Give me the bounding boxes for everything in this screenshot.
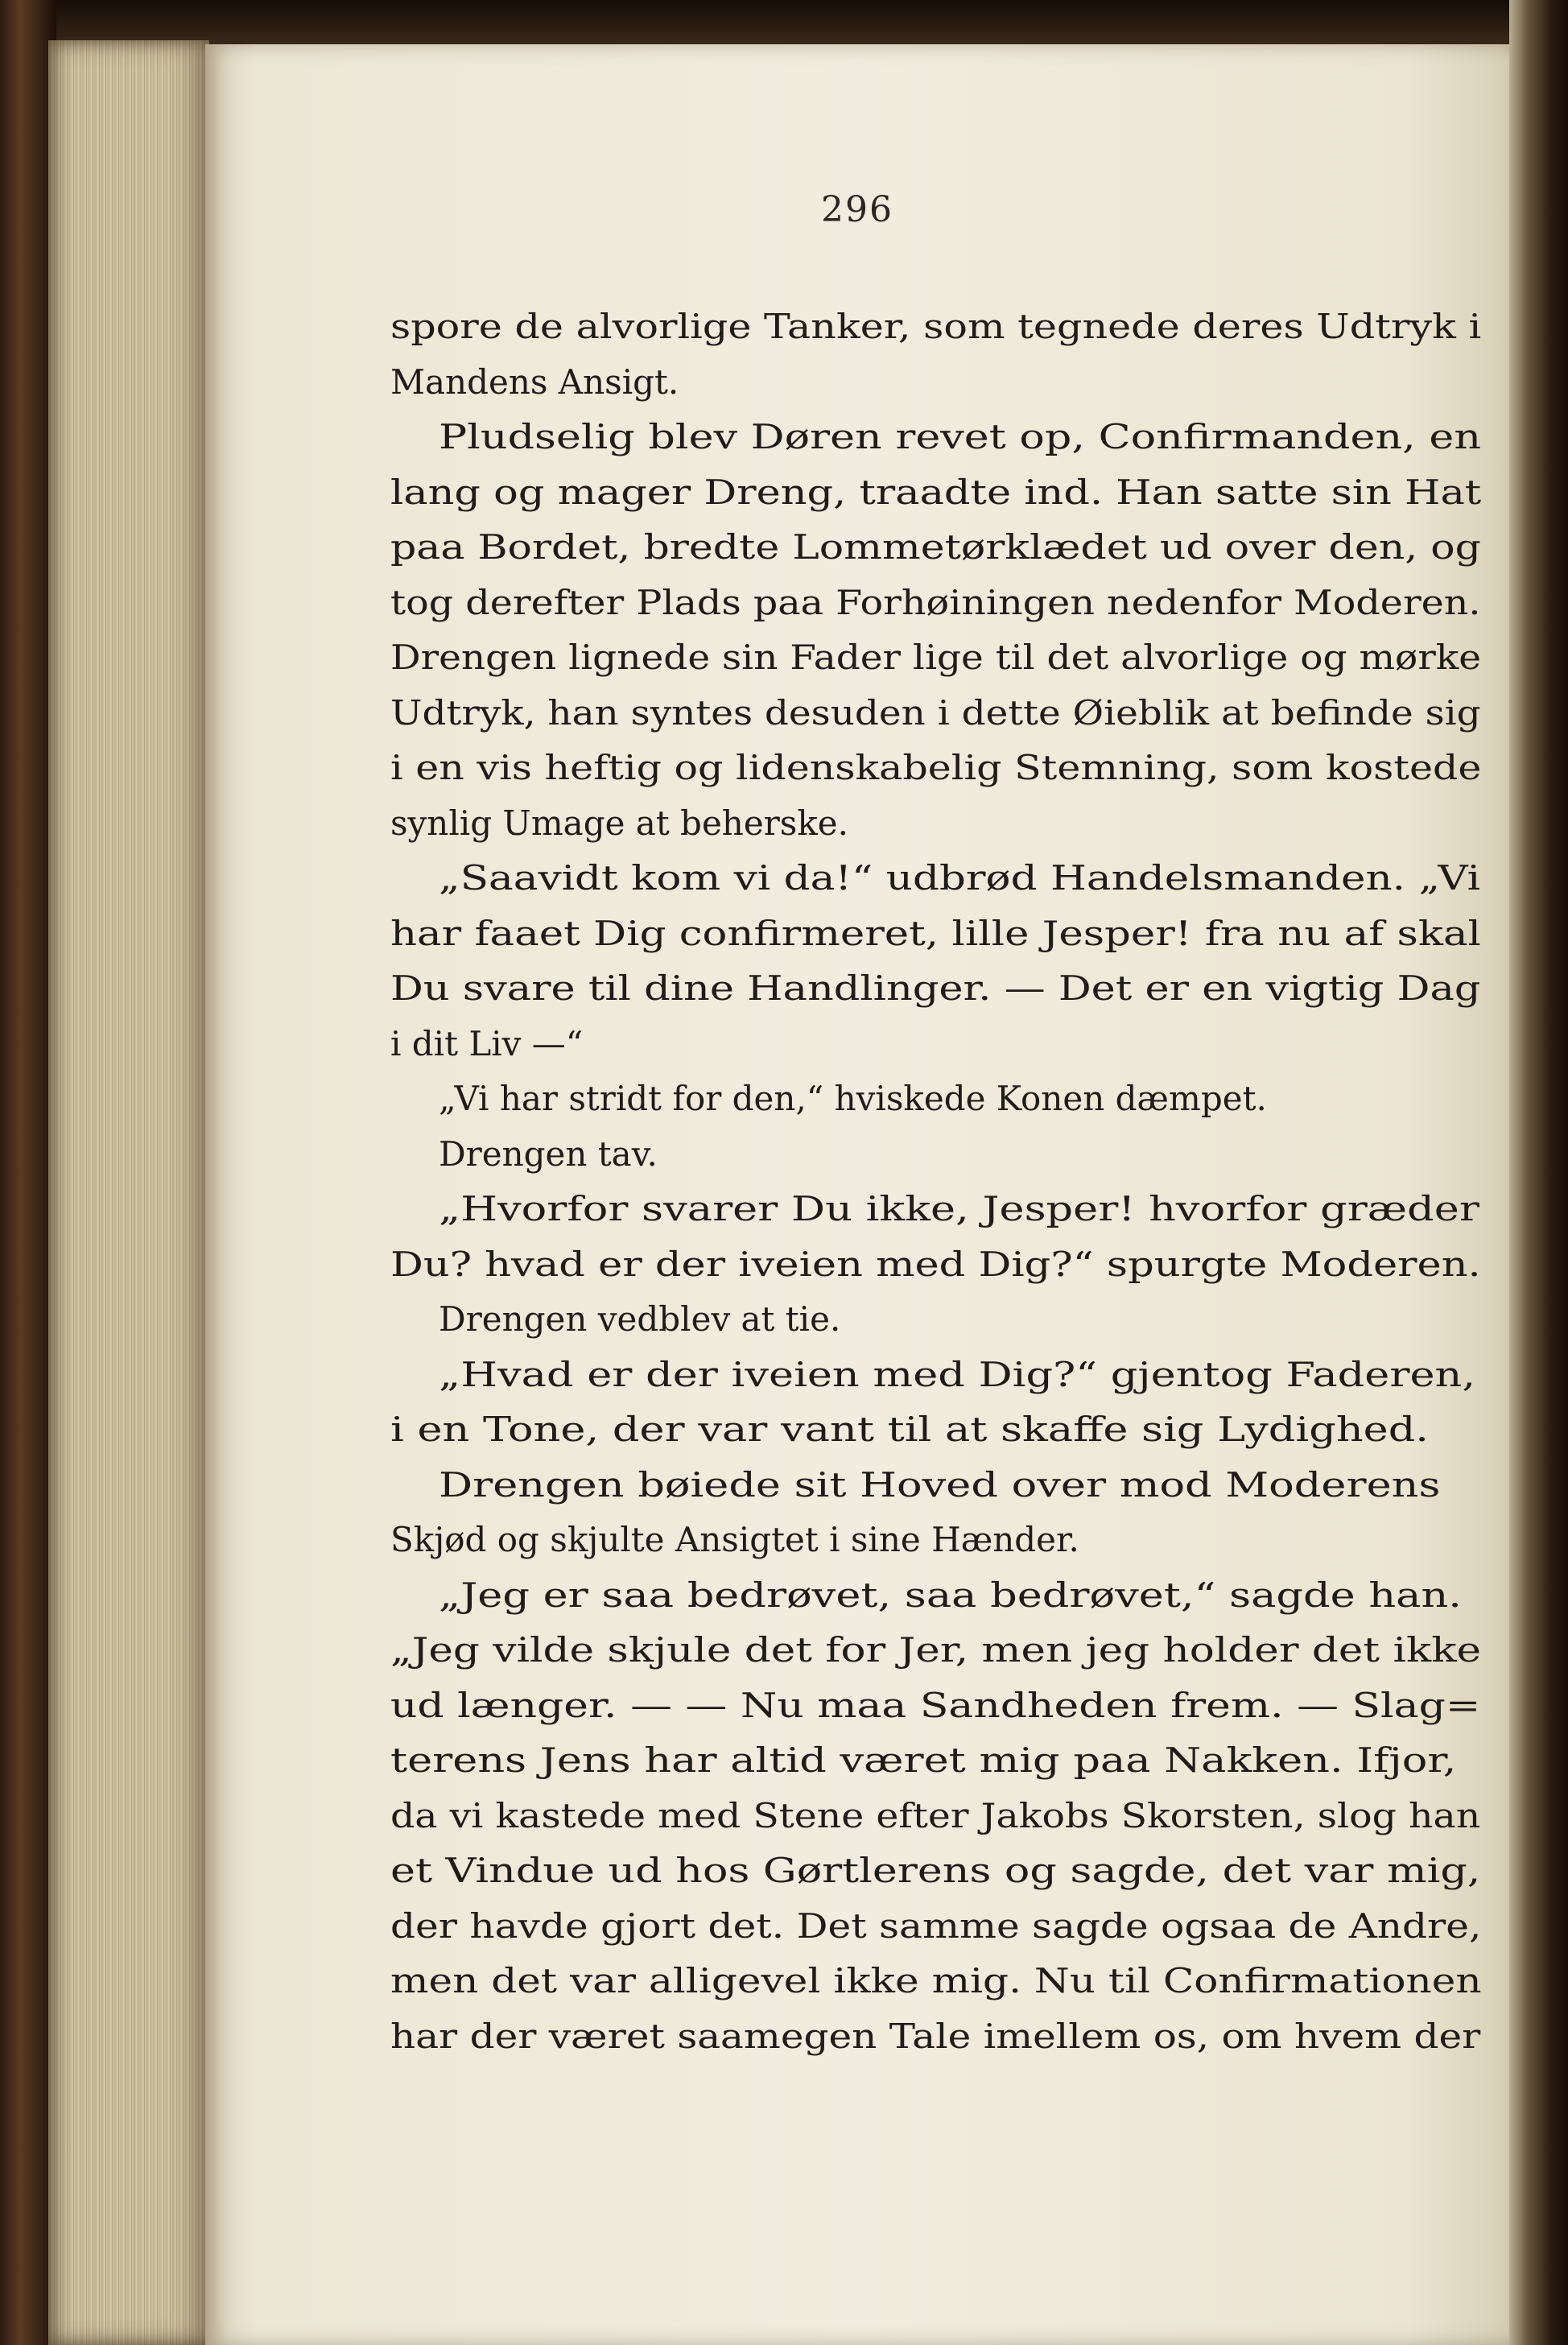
text-line: „Jeg er saa bedrøvet, saa bedrøvet,“ sagde han. [439,1575,1462,1615]
text-line: „Hvad er der iveien med Dig?“ gjentog Faderen, [439,1354,1476,1394]
text-line: „Saavidt kom vi da!“ udbrød Handelsmanden. „Vi [439,858,1481,898]
page-number: 296 [821,189,893,230]
text-line: lang og mager Dreng, traadte ind. Han satte sin Hat [390,472,1482,512]
text-line: Udtryk, han syntes desuden i dette Øieblik at befinde sig [390,692,1481,733]
text-line: Drengen bøiede sit Hoved over mod Moderens [439,1464,1441,1505]
text-line: synlig Umage at beherske. [390,803,848,843]
text-line: i dit Liv —“ [390,1023,584,1063]
text-line: i en vis heftig og lidenskabelig Stemning, som kostede [390,748,1482,787]
text-line: terens Jens har altid været mig paa Nakken. Ifjor, [390,1740,1457,1780]
text-line: i en Tone, der var vant til at skaffe sig Lydighed. [390,1410,1429,1449]
text-line: Du svare til dine Handlinger. — Det er en vigtig Dag [390,968,1481,1008]
book-page [205,44,1509,2345]
text-line: et Vindue ud hos Gørtlerens og sagde, det var mig, [390,1851,1481,1890]
text-line: Drengen lignede sin Fader lige til det alvorlige og mørke [390,638,1482,677]
text-line: „Hvorfor svarer Du ikke, Jesper! hvorfor græder [439,1189,1479,1228]
text-line: da vi kastede med Stene efter Jakobs Skorsten, slog han [390,1795,1481,1835]
text-line: har der været saamegen Tale imellem os, om hvem der [390,2016,1481,2056]
text-line: „Vi har stridt for den,“ hviskede Konen dæmpet. [439,1079,1267,1118]
text-line: tog derefter Plads paa Forhøiningen nedenfor Moderen. [390,582,1481,622]
text-line: Pludselig blev Døren revet op, Confirmanden, en [439,417,1482,456]
text-line: der havde gjort det. Det samme sagde ogsaa de Andre, [390,1905,1482,1946]
page-edges [48,40,209,2345]
text-line: ud længer. — — Nu maa Sandheden frem. — Slag= [390,1685,1481,1725]
right-page-edge [1509,0,1568,2345]
text-line: spore de alvorlige Tanker, som tegnede deres Udtryk i [390,307,1482,346]
text-line: Mandens Ansigt. [390,361,679,402]
text-line: men det var alligevel ikke mig. Nu til Confirmationen [390,1961,1482,2000]
text-line: Drengen tav. [439,1133,658,1174]
text-line: Skjød og skjulte Ansigtet i sine Hænder. [390,1520,1079,1559]
text-line: Drengen vedblev at tie. [439,1299,841,1339]
text-line: Du? hvad er der iveien med Dig?“ spurgte Moderen. [390,1244,1481,1284]
text-line: „Jeg vilde skjule det for Jer, men jeg holder det ikke [390,1630,1482,1670]
top-shadow [0,0,1568,48]
text-line: har faaet Dig confirmeret, lille Jesper! fra nu af skal [390,913,1481,953]
text-line: paa Bordet, bredte Lommetørklædet ud over den, og [390,527,1481,567]
